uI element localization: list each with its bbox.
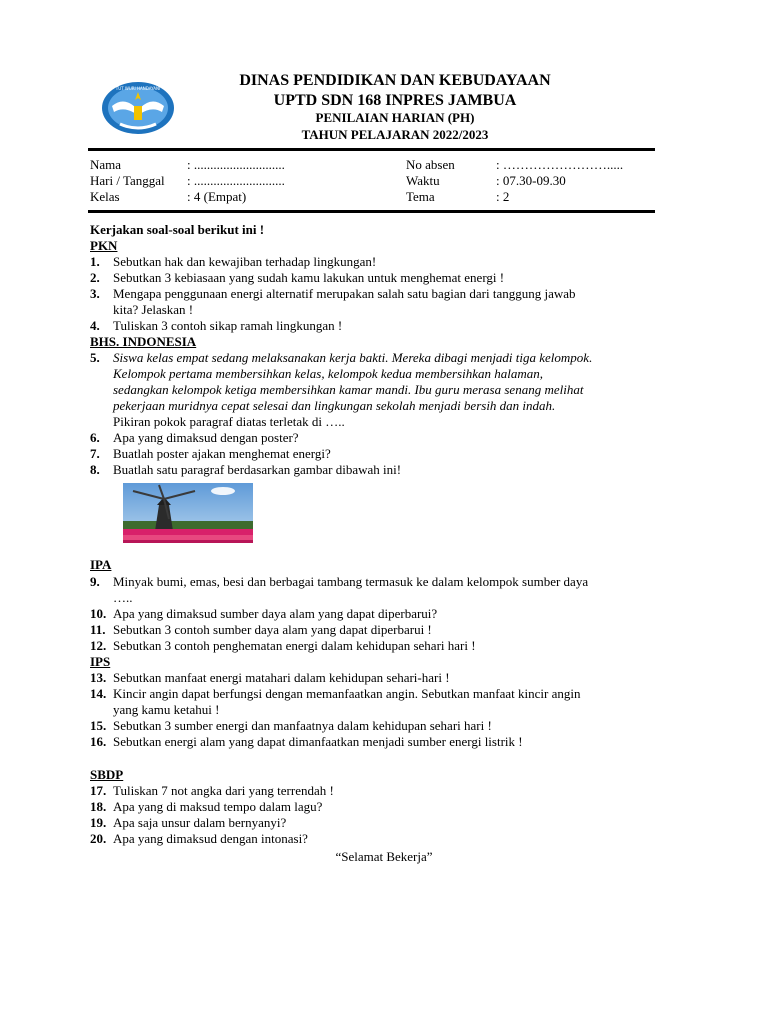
section-pkn: PKN xyxy=(90,238,118,253)
question-number: 12. xyxy=(90,638,107,653)
question-text: Sebutkan 3 contoh penghematan energi dalam kehidupan sehari hari ! xyxy=(113,638,476,653)
question-16 xyxy=(90,734,680,750)
tema-value: : 2 xyxy=(496,189,510,204)
question-number: 17. xyxy=(90,783,107,798)
question-text: Apa saja unsur dalam bernyanyi? xyxy=(113,815,287,830)
question-number: 1. xyxy=(90,254,100,269)
question-text: Minyak bumi, emas, besi dan berbagai tambang termasuk ke dalam kelompok sumber daya xyxy=(113,574,589,589)
hari-value: : ............................ xyxy=(187,173,285,188)
question-3 xyxy=(90,286,680,318)
question-text: Apa yang dimaksud sumber daya alam yang dapat diperbarui? xyxy=(113,606,438,621)
question-18 xyxy=(90,799,680,815)
question-7 xyxy=(90,446,680,462)
question-text-cont: ….. xyxy=(113,590,133,605)
question-text: Apa yang dimaksud dengan poster? xyxy=(113,430,299,445)
question-10 xyxy=(90,606,680,622)
paragraph-line: Kelompok pertama membersihkan kelas, kelompok kedua membersihkan halaman, xyxy=(113,366,543,381)
divider-bottom xyxy=(88,210,655,213)
section-bhs-indonesia: BHS. INDONESIA xyxy=(90,334,197,349)
section-ips: IPS xyxy=(90,654,111,669)
question-text: Apa yang dimaksud dengan intonasi? xyxy=(113,831,308,846)
closing-text: “Selamat Bekerja” xyxy=(335,849,433,864)
paragraph-line: Siswa kelas empat sedang melaksanakan kerja bakti. Mereka dibagi menjadi tiga kelompok. xyxy=(113,350,593,365)
paragraph-line: pekerjaan muridnya cepat selesai dan lingkungan sekolah menjadi bersih dan indah. xyxy=(113,398,556,413)
question-17 xyxy=(90,783,680,799)
question-15 xyxy=(90,718,680,734)
question-text-cont: kita? Jelaskan ! xyxy=(113,302,194,317)
waktu-label: Waktu xyxy=(406,173,440,188)
nama-label: Nama xyxy=(90,157,122,172)
question-number: 7. xyxy=(90,446,100,461)
waktu-value: : 07.30-09.30 xyxy=(496,173,566,188)
header-school: UPTD SDN 168 INPRES JAMBUA xyxy=(273,92,517,109)
question-number: 11. xyxy=(90,622,106,637)
header-agency: DINAS PENDIDIKAN DAN KEBUDAYAAN xyxy=(239,72,551,89)
question-number: 18. xyxy=(90,799,107,814)
question-11 xyxy=(90,622,680,638)
question-12 xyxy=(90,638,680,654)
question-number: 6. xyxy=(90,430,100,445)
question-text-cont: yang kamu ketahui ! xyxy=(113,702,220,717)
question-5 xyxy=(90,350,680,430)
question-6 xyxy=(90,430,680,446)
header-year: TAHUN PELAJARAN 2022/2023 xyxy=(301,127,489,142)
question-text: Kincir angin dapat berfungsi dengan memanfaatkan angin. Sebutkan manfaat kincir angin xyxy=(113,686,581,701)
question-number: 10. xyxy=(90,606,107,621)
question-2 xyxy=(90,270,680,286)
question-text: Sebutkan manfaat energi matahari dalam kehidupan sehari-hari ! xyxy=(113,670,450,685)
question-number: 4. xyxy=(90,318,100,333)
question-1 xyxy=(90,254,680,270)
absen-value: : ……………………..... xyxy=(496,157,624,172)
question-number: 8. xyxy=(90,462,100,477)
header-exam: PENILAIAN HARIAN (PH) xyxy=(315,110,475,125)
paragraph-line: sedangkan kelompok ketiga membersihkan kamar mandi. Ibu guru merasa senang melihat xyxy=(113,382,584,397)
question-text: Tuliskan 7 not angka dari yang terrendah ! xyxy=(113,783,334,798)
question-number: 20. xyxy=(90,831,107,846)
tema-label: Tema xyxy=(406,189,435,204)
question-13 xyxy=(90,670,680,686)
section-sbdp: SBDP xyxy=(90,767,124,782)
question-number: 13. xyxy=(90,670,107,685)
question-8 xyxy=(90,462,680,478)
question-4 xyxy=(90,318,680,334)
question-text: Sebutkan hak dan kewajiban terhadap lingkungan! xyxy=(113,254,377,269)
question-14 xyxy=(90,686,680,718)
svg-text:TUT WURI HANDAYANI: TUT WURI HANDAYANI xyxy=(115,86,161,91)
section-ipa: IPA xyxy=(90,557,112,572)
question-number: 5. xyxy=(90,350,100,365)
hari-label: Hari / Tanggal xyxy=(90,173,165,188)
question-number: 15. xyxy=(90,718,107,733)
question-number: 19. xyxy=(90,815,107,830)
question-number: 3. xyxy=(90,286,100,301)
kelas-label: Kelas xyxy=(90,189,120,204)
question-text: Sebutkan 3 kebiasaan yang sudah kamu lakukan untuk menghemat energi ! xyxy=(113,270,505,285)
question-text: Pikiran pokok paragraf diatas terletak di ….. xyxy=(113,414,345,429)
question-9 xyxy=(90,574,680,606)
question-text: Sebutkan 3 contoh sumber daya alam yang dapat diperbarui ! xyxy=(113,622,432,637)
question-text: Apa yang di maksud tempo dalam lagu? xyxy=(113,799,323,814)
kelas-value: : 4 (Empat) xyxy=(187,189,247,204)
question-text: Sebutkan 3 sumber energi dan manfaatnya dalam kehidupan sehari hari ! xyxy=(113,718,492,733)
question-20 xyxy=(90,831,680,847)
question-text: Tuliskan 3 contoh sikap ramah lingkungan ! xyxy=(113,318,343,333)
nama-value: : ............................ xyxy=(187,157,285,172)
question-19 xyxy=(90,815,680,831)
question-number: 14. xyxy=(90,686,107,701)
question-text: Mengapa penggunaan energi alternatif merupakan salah satu bagian dari tanggung jawab xyxy=(113,286,576,301)
absen-label: No absen xyxy=(406,157,455,172)
question-number: 2. xyxy=(90,270,100,285)
divider-top xyxy=(88,148,655,151)
windmill-tulip-photo xyxy=(123,483,253,543)
question-text: Buatlah poster ajakan menghemat energi? xyxy=(113,446,331,461)
instruction: Kerjakan soal-soal berikut ini ! xyxy=(90,222,265,237)
question-number: 16. xyxy=(90,734,107,749)
question-number: 9. xyxy=(90,574,100,589)
question-text: Sebutkan energi alam yang dapat dimanfaatkan menjadi sumber energi listrik ! xyxy=(113,734,523,749)
question-text: Buatlah satu paragraf berdasarkan gambar dibawah ini! xyxy=(113,462,402,477)
